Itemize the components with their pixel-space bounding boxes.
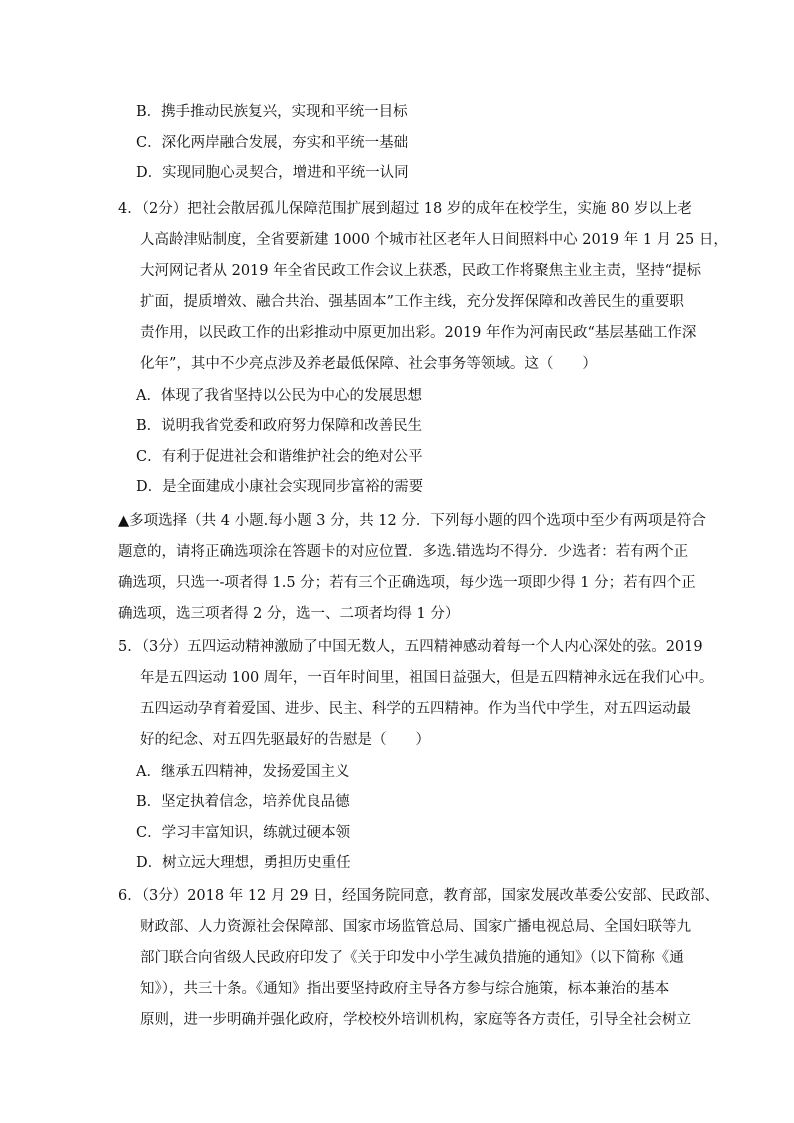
q5-stem-line-1: 5．（3分）五四运动精神激励了中国无数人，五四精神感动着每一个人内心深处的弦。2019 [118,639,703,655]
q4-stem-line-1: 4．（2分）把社会散居孤儿保障范围扩展到超过 18 岁的成年在校学生，实施 80 岁以上老 [118,201,693,217]
section-instructions-line-2: 题意的，请将正确选项涂在答题卡的对应位置．多选.错选均不得分．少选者：若有两个正 [118,544,689,560]
q4-stem-line-6: 化年”，其中不少亮点涉及养老最低保障、社会事务等领域。这（ ） [140,356,597,372]
q4-option-d: D．是全面建成小康社会实现同步富裕的需要 [136,479,424,495]
q4-option-c: C．有利于促进社会和谐维护社会的绝对公平 [136,449,423,465]
q5-option-b: B．坚定执着信念，培养优良品德 [136,794,350,810]
q6-stem-line-3: 部门联合向省级人民政府印发了《关于印发中小学生减负措施的通知》（以下简称《通 [140,950,684,966]
q4-option-a: A．体现了我省坚持以公民为中心的发展思想 [136,388,422,404]
q5-option-a: A．继承五四精神，发扬爱国主义 [136,764,350,780]
q6-stem-line-5: 原则，进一步明确并强化政府，学校校外培训机构，家庭等各方责任，引导全社会树立 [140,1012,691,1028]
q6-stem-line-1: 6．（3分）2018 年 12 月 29 日，经国务院同意，教育部，国家发展改革委公安部、民政部、 [118,888,720,904]
q4-stem-line-3: 大河网记者从 2019 年全省民政工作会议上获悉，民政工作将聚焦主业主责，坚持“提标 [140,263,702,279]
q6-stem-line-2: 财政部、人力资源社会保障部、国家市场监管总局、国家广播电视总局、全国妇联等九 [140,919,691,935]
q4-stem-line-2: 人高龄津贴制度，全省要新建 1000 个城市社区老年人日间照料中心 2019 年 1 月 25 日， [140,232,728,248]
q6-stem-line-4: 知》），共三十条。《通知》指出要坚持政府主导各方参与综合施策，标本兼治的基本 [140,981,670,997]
q5-stem-line-3: 五四运动孕育着爱国、进步、民主、科学的五四精神。作为当代中学生，对五四运动最 [140,701,691,717]
q5-stem-line-4: 好的纪念、对五四先驱最好的告慰是（ ） [140,732,430,748]
section-instructions-line-4: 确选项，选三项者得 2 分，选一、二项者均得 1 分） [118,606,460,622]
q4-option-b: B．说明我省党委和政府努力保障和改善民生 [136,418,423,434]
q3-option-d: D．实现同胞心灵契合，增进和平统一认同 [136,165,409,181]
q3-option-b: B．携手推动民族复兴，实现和平统一目标 [136,104,408,120]
q5-option-d: D．树立远大理想，勇担历史重任 [136,855,351,871]
q5-option-c: C．学习丰富知识，练就过硬本领 [136,825,351,841]
section-instructions-line-1: ▲多项选择（共 4 小题.每小题 3 分，共 12 分．下列每小题的四个选项中至少有两项是符合 [118,513,706,529]
q4-stem-line-4: 扩面，提质增效、融合共治、强基固本”工作主线，充分发挥保障和改善民生的重要职 [140,294,684,310]
section-instructions-line-3: 确选项，只选一-项者得 1.5 分；若有三个正确选项，每少选一项即少得 1 分；若有四个正 [118,575,696,591]
q5-stem-line-2: 年是五四运动 100 周年，一百年时间里，祖国日益强大，但是五四精神永远在我们心中。 [140,670,714,686]
q3-option-c: C．深化两岸融合发展，夯实和平统一基础 [136,135,409,151]
q4-stem-line-5: 责作用，以民政工作的出彩推动中原更加出彩。2019 年作为河南民政“基层基础工作深 [140,325,697,341]
